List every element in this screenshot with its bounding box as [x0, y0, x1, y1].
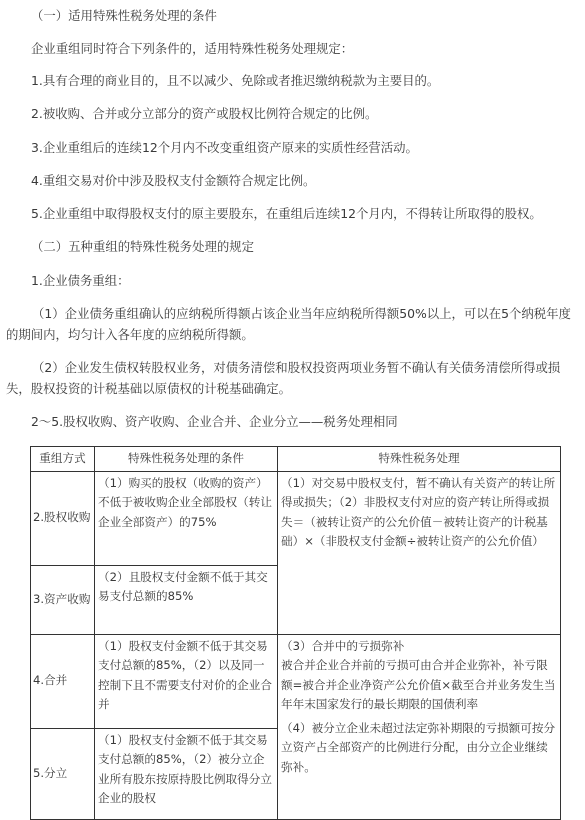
row-division: 5.分立 — [31, 728, 95, 819]
treatment-acquisitions: （1）对交易中股权支付，暂不确认有关资产的转让所得或损失；（2）非股权支付对应的资产转让所得或损失＝（被转让资产的公允价值－被转让资产的计税基础）×（非股权支付金额÷被转让资产的公允价值） — [278, 471, 561, 634]
table-header-row — [31, 447, 561, 472]
row-asset-acquisition: 3.资产收购 — [31, 565, 95, 634]
loss-offset-rule: 被合并企业合并前的亏损可由合并企业弥补，补亏限额=被合并企业净资产公允价值×截至合并业务发生当年年末国家发行的最长期限的国债利率 — [281, 658, 556, 711]
condition-2: 2.被收购、合并或分立部分的资产或股权比例符合规定的比例。 — [31, 106, 378, 121]
section2-heading: （二）五种重组的特殊性税务处理的规定 — [31, 239, 255, 254]
header-conditions: 特殊性税务处理的条件 — [95, 447, 278, 472]
restructuring-table — [30, 446, 561, 820]
cond-equity-acquisition: （1）购买的股权（收购的资产）不低于被收购企业全部股权（转让企业全部资产）的75% — [95, 471, 278, 565]
cond-division: （1）股权支付金额不低于其交易支付总额的85%，（2）被分立企业所有股东按原持股比例取得分立企业的股权 — [95, 728, 278, 819]
table-row — [31, 634, 561, 728]
header-method: 重组方式 — [31, 447, 95, 472]
section1-intro: 企业重组同时符合下列条件的，适用特殊性税务处理规定： — [31, 41, 354, 56]
section1-heading: （一）适用特殊性税务处理的条件 — [31, 8, 217, 23]
condition-5: 5.企业重组中取得股权支付的原主要股东，在重组后连续12个月内，不得转让所取得的股权。 — [31, 206, 542, 221]
table-row — [31, 471, 561, 565]
loss-offset-heading: （3）合并中的亏损弥补 — [281, 638, 405, 653]
condition-3: 3.企业重组后的连续12个月内不改变重组资产原来的实质性经营活动。 — [31, 140, 418, 155]
row-equity-acquisition: 2.股权收购 — [31, 471, 95, 565]
row-merger: 4.合并 — [31, 634, 95, 728]
debt-rule-1: （1）企业债务重组确认的应纳税所得额占该企业当年应纳税所得额50%以上，可以在5个纳税年度的期间内，均匀计入各年度的应纳税所得额。 — [6, 306, 571, 342]
debt-restructuring-heading: 1.企业债务重组： — [31, 273, 130, 288]
condition-4: 4.重组交易对价中涉及股权支付金额符合规定比例。 — [31, 173, 316, 188]
other-restructuring-heading: 2～5.股权收购、资产收购、企业合并、企业分立——税务处理相同 — [31, 414, 398, 429]
debt-rule-2: （2）企业发生债权转股权业务，对债务清偿和股权投资两项业务暂不确认有关债务清偿所得或损失，股权投资的计税基础以原债权的计税基础确定。 — [6, 360, 561, 396]
condition-1: 1.具有合理的商业目的，且不以减少、免除或者推迟缴纳税款为主要目的。 — [31, 73, 440, 88]
cond-asset-acquisition: （2）且股权支付金额不低于其交易支付总额的85% — [95, 565, 278, 634]
division-loss-rule: （4）被分立企业未超过法定弥补期限的亏损额可按分立资产占全部资产的比例进行分配，由分立企业继续弥补。 — [281, 720, 556, 774]
cond-merger: （1）股权支付金额不低于其交易支付总额的85%，（2）以及同一控制下且不需要支付对价的企业合并 — [95, 634, 278, 728]
treatment-merger-division — [278, 634, 561, 819]
header-treatment: 特殊性税务处理 — [278, 447, 561, 472]
